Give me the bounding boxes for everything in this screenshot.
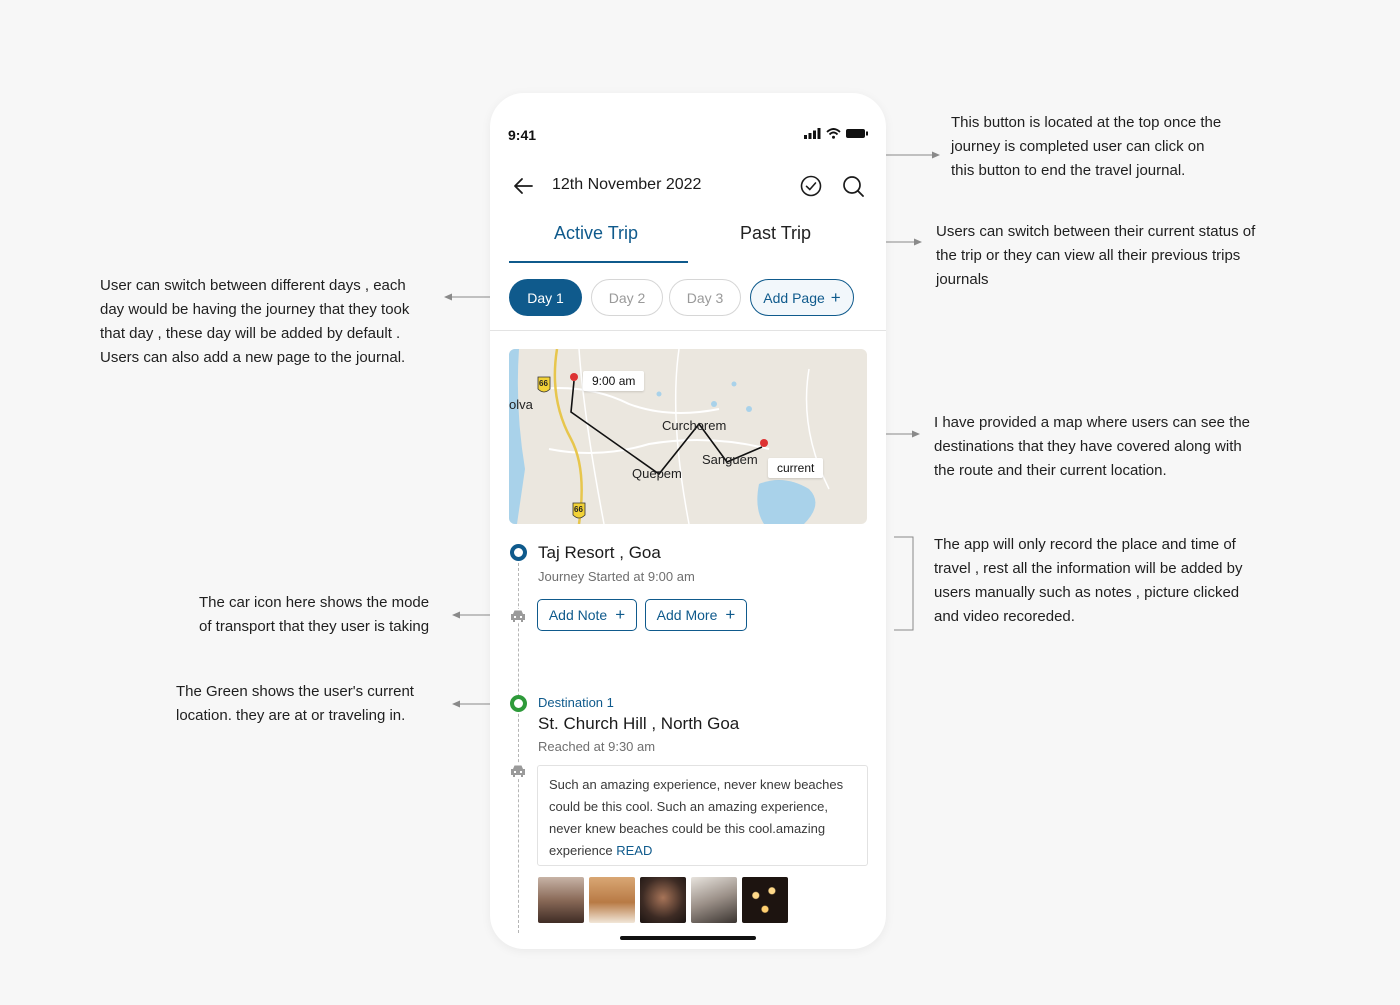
start-marker [510,544,527,561]
photo-thumbnail[interactable] [589,877,635,923]
annotation-days: User can switch between different days , each day would be having the journey that they took that day , these day will be added by default . Users can also add a new page to the journal. [100,277,410,366]
day-2-label: Day 2 [608,289,646,306]
divider [490,330,886,331]
status-time: 9:41 [508,127,537,143]
photo-thumbnail[interactable] [640,877,686,923]
highway-badge-south: 66 [574,505,583,514]
map-current-label: current [768,458,823,478]
page-title: 12th November 2022 [552,176,702,193]
car-icon [510,609,526,623]
plus-icon: + [725,605,736,624]
photo-thumbnail[interactable] [538,877,584,923]
car-icon [510,764,526,778]
annotation-tabs: Users can switch between their current status of the trip or they can view all their previous trips journals [936,223,1256,288]
add-more-label: Add More [656,607,718,623]
add-note-label: Add Note [548,607,608,623]
wifi-icon [826,128,841,139]
add-more-button[interactable] [645,599,747,631]
start-place-subtitle: Journey Started at 9:00 am [538,569,695,584]
map-time-label: 9:00 am [583,371,644,391]
route-map[interactable] [509,349,867,524]
tab-underline [509,261,688,263]
destination-subtitle: Reached at 9:30 am [538,739,656,754]
photo-thumbnail[interactable] [691,877,737,923]
town-quepem: Quepem [632,466,682,481]
annotation-map: I have provided a map where users can see the destinations that they have covered along with the route and their current location. [934,414,1251,479]
signal-icon [804,128,821,139]
day-3-label: Day 3 [686,289,724,306]
day-1-label: Day 1 [527,289,564,306]
day-2-pill[interactable] [591,279,663,316]
plus-icon: + [615,605,626,624]
back-arrow-icon[interactable] [512,175,534,197]
annotation-car: The car icon here shows the mode of transport that they user is taking [199,594,430,635]
town-curchorem: Curchorem [662,418,727,433]
add-note-button[interactable] [537,599,637,631]
add-page-button[interactable] [750,279,854,316]
status-icons [804,128,868,139]
destination-title: St. Church Hill , North Goa [538,714,740,733]
plus-icon: + [830,287,841,307]
photo-thumbnail[interactable] [742,877,788,923]
day-3-pill[interactable] [669,279,741,316]
add-page-label: Add Page [763,289,825,306]
tab-active-trip[interactable]: Active Trip [554,223,639,243]
town-sanguem: Sanguem [702,452,758,467]
annotation-record: The app will only record the place and time of travel , rest all the information will be added by users manually such as notes , picture clicked and video recoreded. [934,536,1243,625]
start-place-title: Taj Resort , Goa [538,543,661,562]
phone-frame [490,93,886,949]
tab-past-trip[interactable]: Past Trip [740,223,812,243]
battery-icon [846,128,868,139]
search-icon[interactable] [842,175,864,197]
current-location-marker [510,695,527,712]
annotation-end-journey: This button is located at the top once the journey is completed user can click on this button to end the travel journal. [951,114,1222,179]
destination-label: Destination 1 [538,695,614,710]
map-background [509,349,867,524]
note-text: Such an amazing experience, never knew beaches could be this cool. Such an amazing experience, never knew beaches could be this cool.amazing experience [549,777,844,858]
check-circle-icon[interactable] [800,175,822,197]
journal-note [537,765,868,866]
photo-strip [538,877,788,923]
highway-badge: 66 [539,379,548,388]
day-1-pill[interactable] [509,279,582,316]
home-indicator [620,936,756,940]
town-colva: olva [509,397,533,412]
annotation-green: The Green shows the user's current location. they are at or traveling in. [176,683,414,724]
read-more-link[interactable]: READ [616,843,653,858]
